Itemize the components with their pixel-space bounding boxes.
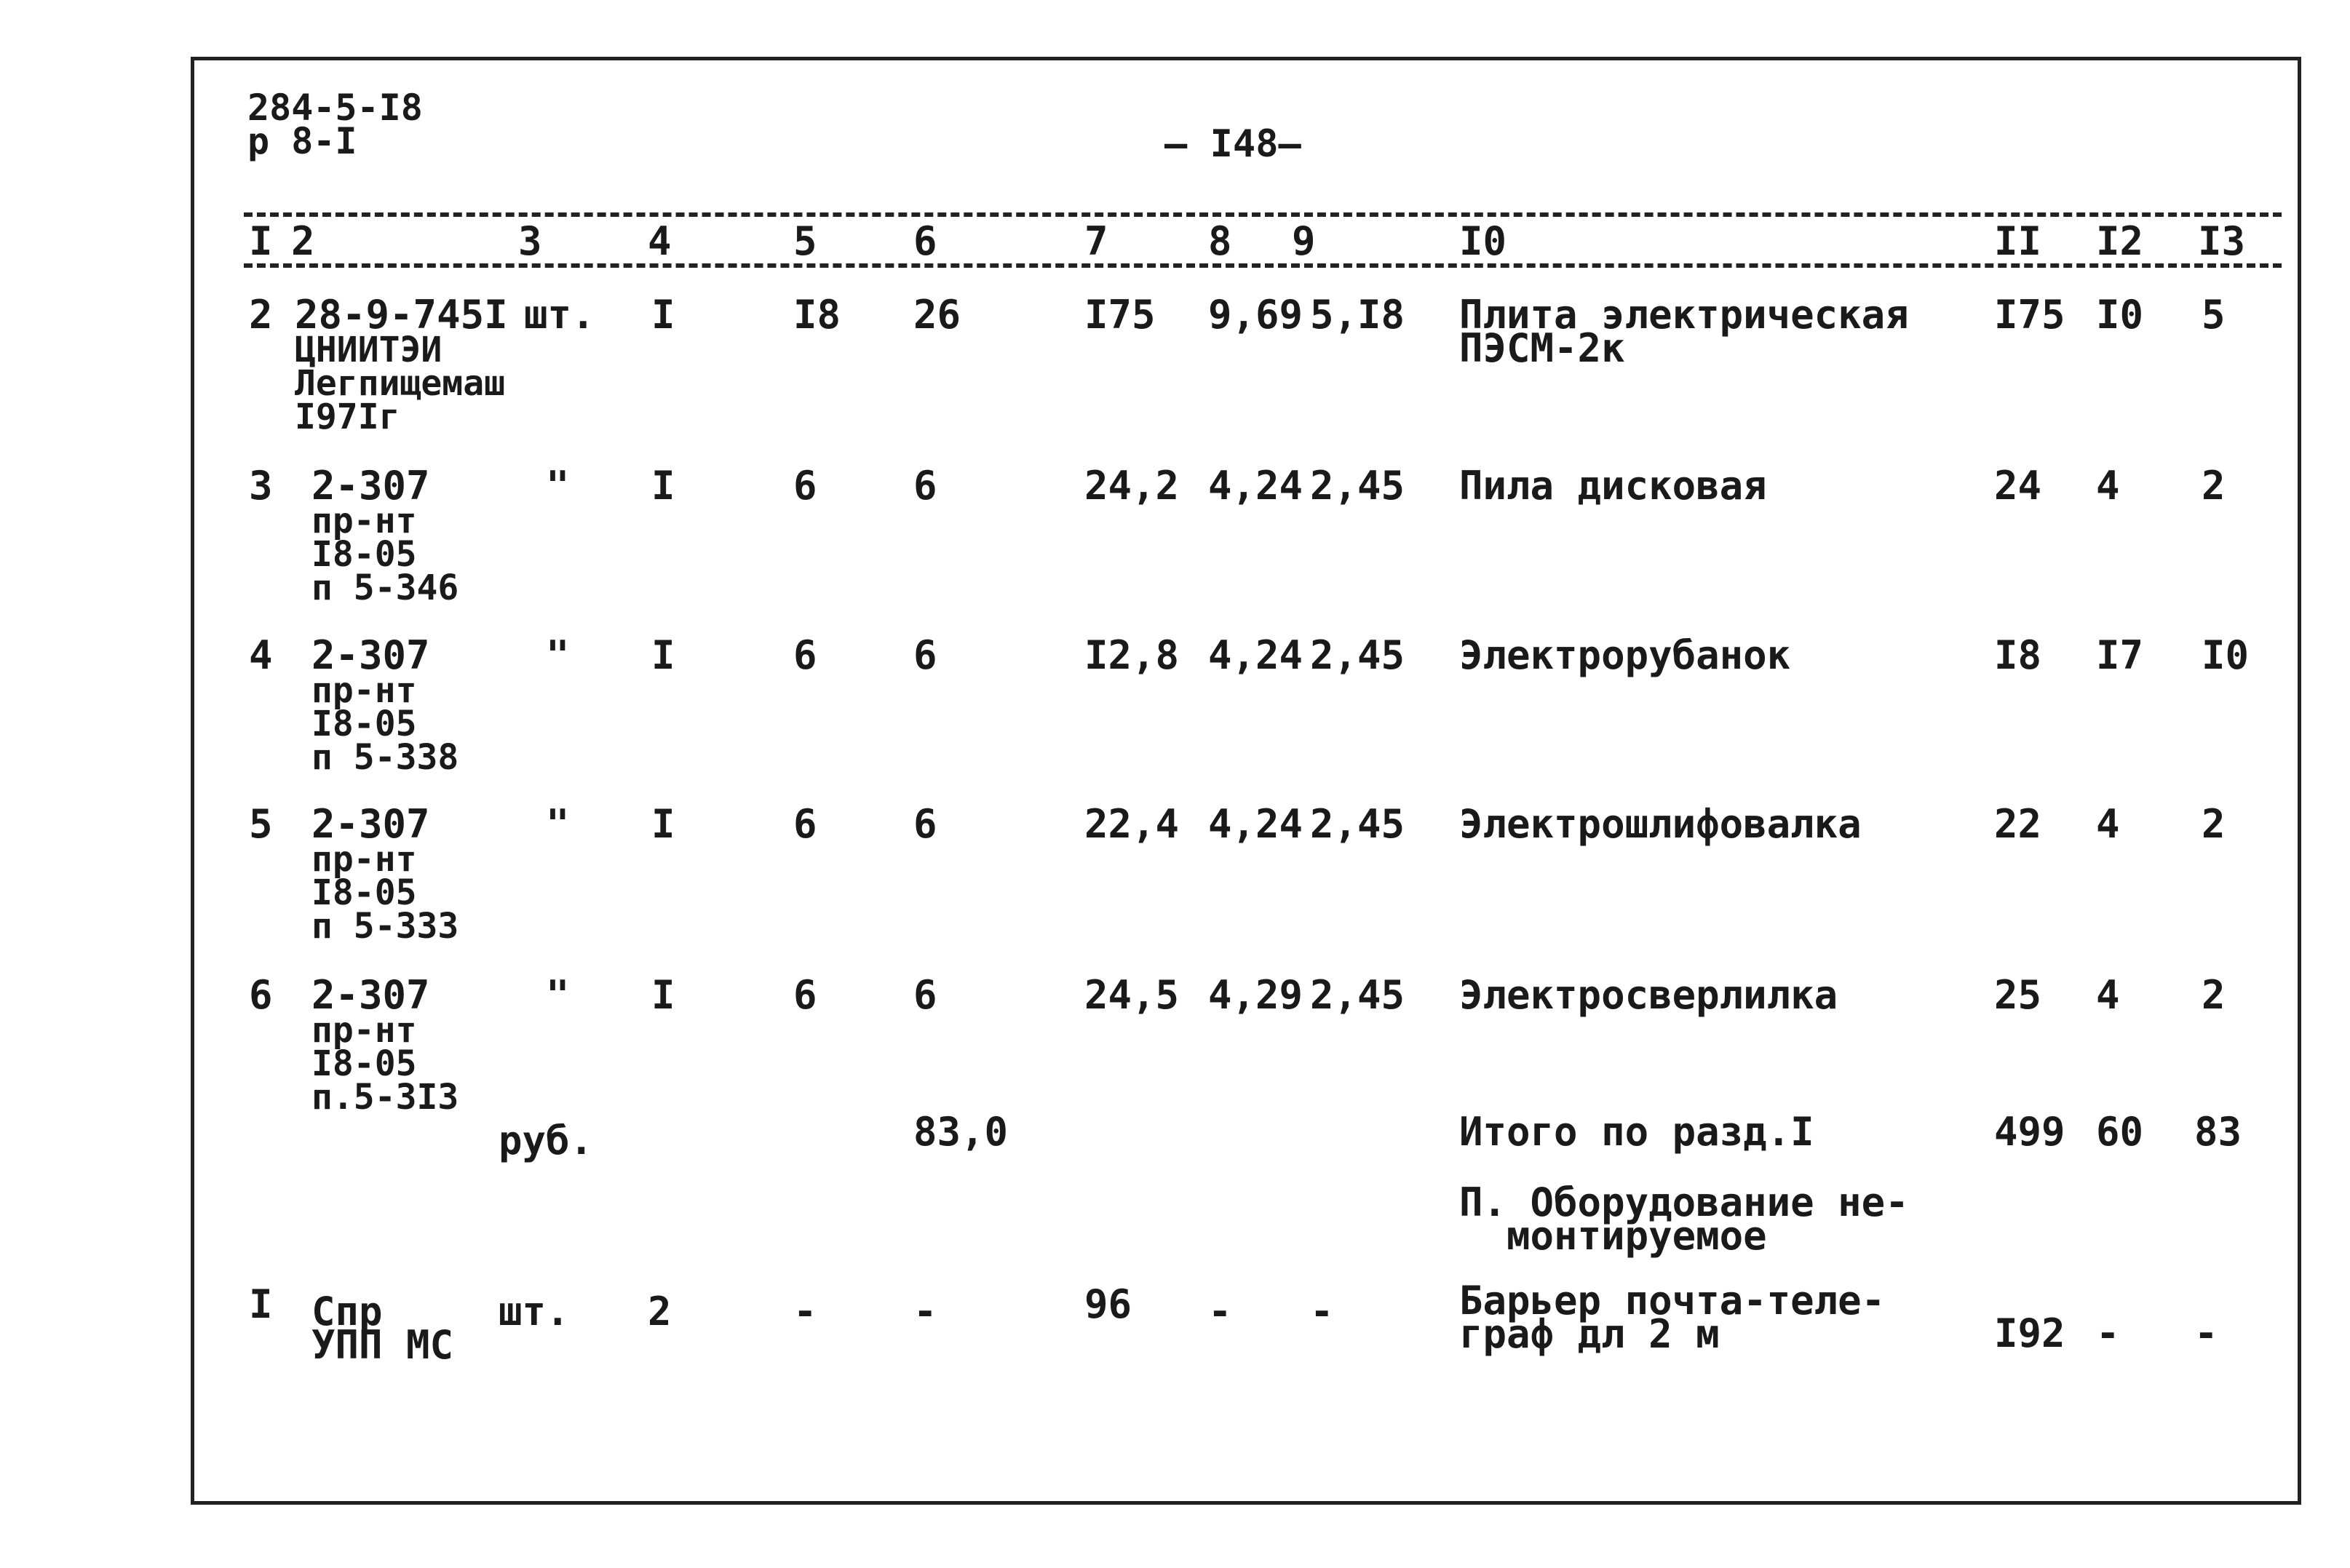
col5-value: 6 xyxy=(793,463,817,509)
doc-code-line1: 284-5-I8 xyxy=(247,87,423,129)
ref-code: 2-307 пр-нт I8-05 п 5-338 xyxy=(311,632,459,778)
col13-value: 5 xyxy=(2202,292,2226,338)
qty: I xyxy=(651,801,675,847)
item-name: Барьер почта-теле- граф дл 2 м xyxy=(1459,1278,1886,1357)
col-header-10: I0 xyxy=(1459,218,1507,264)
doc-code-line2: р 8-I xyxy=(247,120,357,162)
col6-value: 6 xyxy=(913,463,937,509)
ditto-mark: " xyxy=(546,972,570,1018)
ditto-mark: " xyxy=(546,801,570,847)
col-header-1: I xyxy=(249,218,273,264)
row-num: 2 xyxy=(249,292,273,338)
page-number: — I48— xyxy=(1164,122,1301,166)
col6-value: 6 xyxy=(913,801,937,847)
header-bottom-rule xyxy=(244,263,2282,268)
col5-value: I8 xyxy=(793,292,841,338)
row-num: 4 xyxy=(249,632,273,678)
total-unit: руб. xyxy=(499,1118,594,1163)
col11-value: 22 xyxy=(1994,801,2042,847)
col6-value: 6 xyxy=(913,972,937,1018)
item-name: Плита электрическая ПЭСМ-2к xyxy=(1459,292,1909,371)
row-num: I xyxy=(249,1281,273,1327)
qty: I xyxy=(651,463,675,509)
col8-value: 9,69 xyxy=(1208,292,1303,338)
col8-value: 4,24 xyxy=(1208,632,1303,678)
col-header-8: 8 xyxy=(1208,218,1232,264)
col5-value: 6 xyxy=(793,801,817,847)
col-header-13: I3 xyxy=(2198,218,2246,264)
document-code xyxy=(247,87,423,162)
qty: 2 xyxy=(648,1289,672,1334)
col8-value: 4,24 xyxy=(1208,801,1303,847)
col-header-3: 3 xyxy=(518,218,542,264)
item-name: Пила дисковая xyxy=(1459,463,1767,509)
col7-value: 24,5 xyxy=(1084,972,1180,1018)
unit: шт. xyxy=(499,1289,570,1334)
col7-value: I2,8 xyxy=(1084,632,1180,678)
qty: I xyxy=(651,632,675,678)
col13-value: 2 xyxy=(2202,463,2226,509)
col-header-4: 4 xyxy=(648,218,672,264)
col12-value: 4 xyxy=(2096,801,2120,847)
col-header-6: 6 xyxy=(913,218,937,264)
col13-value: 2 xyxy=(2202,972,2226,1018)
col13-value: 2 xyxy=(2202,801,2226,847)
col8-value: - xyxy=(1208,1289,1232,1334)
ref-code: 2-307 пр-нт I8-05 п 5-346 xyxy=(311,463,459,608)
col-header-11: II xyxy=(1994,218,2042,264)
ref-code: Спр УПП МС xyxy=(311,1289,454,1368)
col-header-2: 2 xyxy=(291,218,315,264)
col9-value: 2,45 xyxy=(1310,632,1405,678)
col-header-9: 9 xyxy=(1292,218,1316,264)
item-name: Электрорубанок xyxy=(1459,632,1791,678)
col12-value: - xyxy=(2096,1310,2120,1356)
row-num: 3 xyxy=(249,463,273,509)
col-header-7: 7 xyxy=(1084,218,1108,264)
page-frame xyxy=(191,57,2301,1505)
col8-value: 4,29 xyxy=(1208,972,1303,1018)
col12-value: I7 xyxy=(2096,632,2144,678)
total-col13: 83 xyxy=(2194,1109,2242,1155)
col5-value: 6 xyxy=(793,972,817,1018)
row-num: 6 xyxy=(249,972,273,1018)
ditto-mark: " xyxy=(546,632,570,678)
ditto-mark: " xyxy=(546,463,570,509)
col6-value: - xyxy=(913,1289,937,1334)
ref-code: 28-9-745I ЦНИИТЭИ Легпищемаш I97Iг xyxy=(295,292,508,437)
col12-value: I0 xyxy=(2096,292,2144,338)
col7-value: 96 xyxy=(1084,1281,1132,1327)
col8-value: 4,24 xyxy=(1208,463,1303,509)
col5-value: 6 xyxy=(793,632,817,678)
header-top-rule xyxy=(244,212,2282,217)
col-header-5: 5 xyxy=(793,218,817,264)
col9-value: 2,45 xyxy=(1310,463,1405,509)
ref-code: 2-307 пр-нт I8-05 п 5-333 xyxy=(311,801,459,947)
item-name: Электросверлилка xyxy=(1459,972,1838,1018)
col9-value: 2,45 xyxy=(1310,972,1405,1018)
total-label: Итого по разд.I xyxy=(1459,1109,1814,1155)
item-name: Электрошлифовалка xyxy=(1459,801,1862,847)
col11-value: I92 xyxy=(1994,1310,2065,1356)
col11-value: 24 xyxy=(1994,463,2042,509)
col9-value: - xyxy=(1310,1289,1334,1334)
row-num: 5 xyxy=(249,801,273,847)
col9-value: 2,45 xyxy=(1310,801,1405,847)
col12-value: 4 xyxy=(2096,972,2120,1018)
total-col11: 499 xyxy=(1994,1109,2065,1155)
col6-value: 26 xyxy=(913,292,961,338)
col7-value: 24,2 xyxy=(1084,463,1180,509)
col12-value: 4 xyxy=(2096,463,2120,509)
col-header-12: I2 xyxy=(2096,218,2144,264)
col11-value: I75 xyxy=(1994,292,2065,338)
col7-value: I75 xyxy=(1084,292,1156,338)
qty: I xyxy=(651,292,675,338)
col5-value: - xyxy=(793,1289,817,1334)
col6-value: 6 xyxy=(913,632,937,678)
total-col12: 60 xyxy=(2096,1109,2144,1155)
col13-value: - xyxy=(2194,1310,2218,1356)
total-col6: 83,0 xyxy=(913,1109,1009,1155)
section-heading: П. Оборудование не- монтируемое xyxy=(1459,1179,1909,1259)
col13-value: I0 xyxy=(2202,632,2250,678)
ref-code: 2-307 пр-нт I8-05 п.5-3I3 xyxy=(311,972,459,1118)
qty: I xyxy=(651,972,675,1018)
col11-value: 25 xyxy=(1994,972,2042,1018)
col9-value: 5,I8 xyxy=(1310,292,1405,338)
col11-value: I8 xyxy=(1994,632,2042,678)
col7-value: 22,4 xyxy=(1084,801,1180,847)
unit: шт. xyxy=(524,292,595,338)
